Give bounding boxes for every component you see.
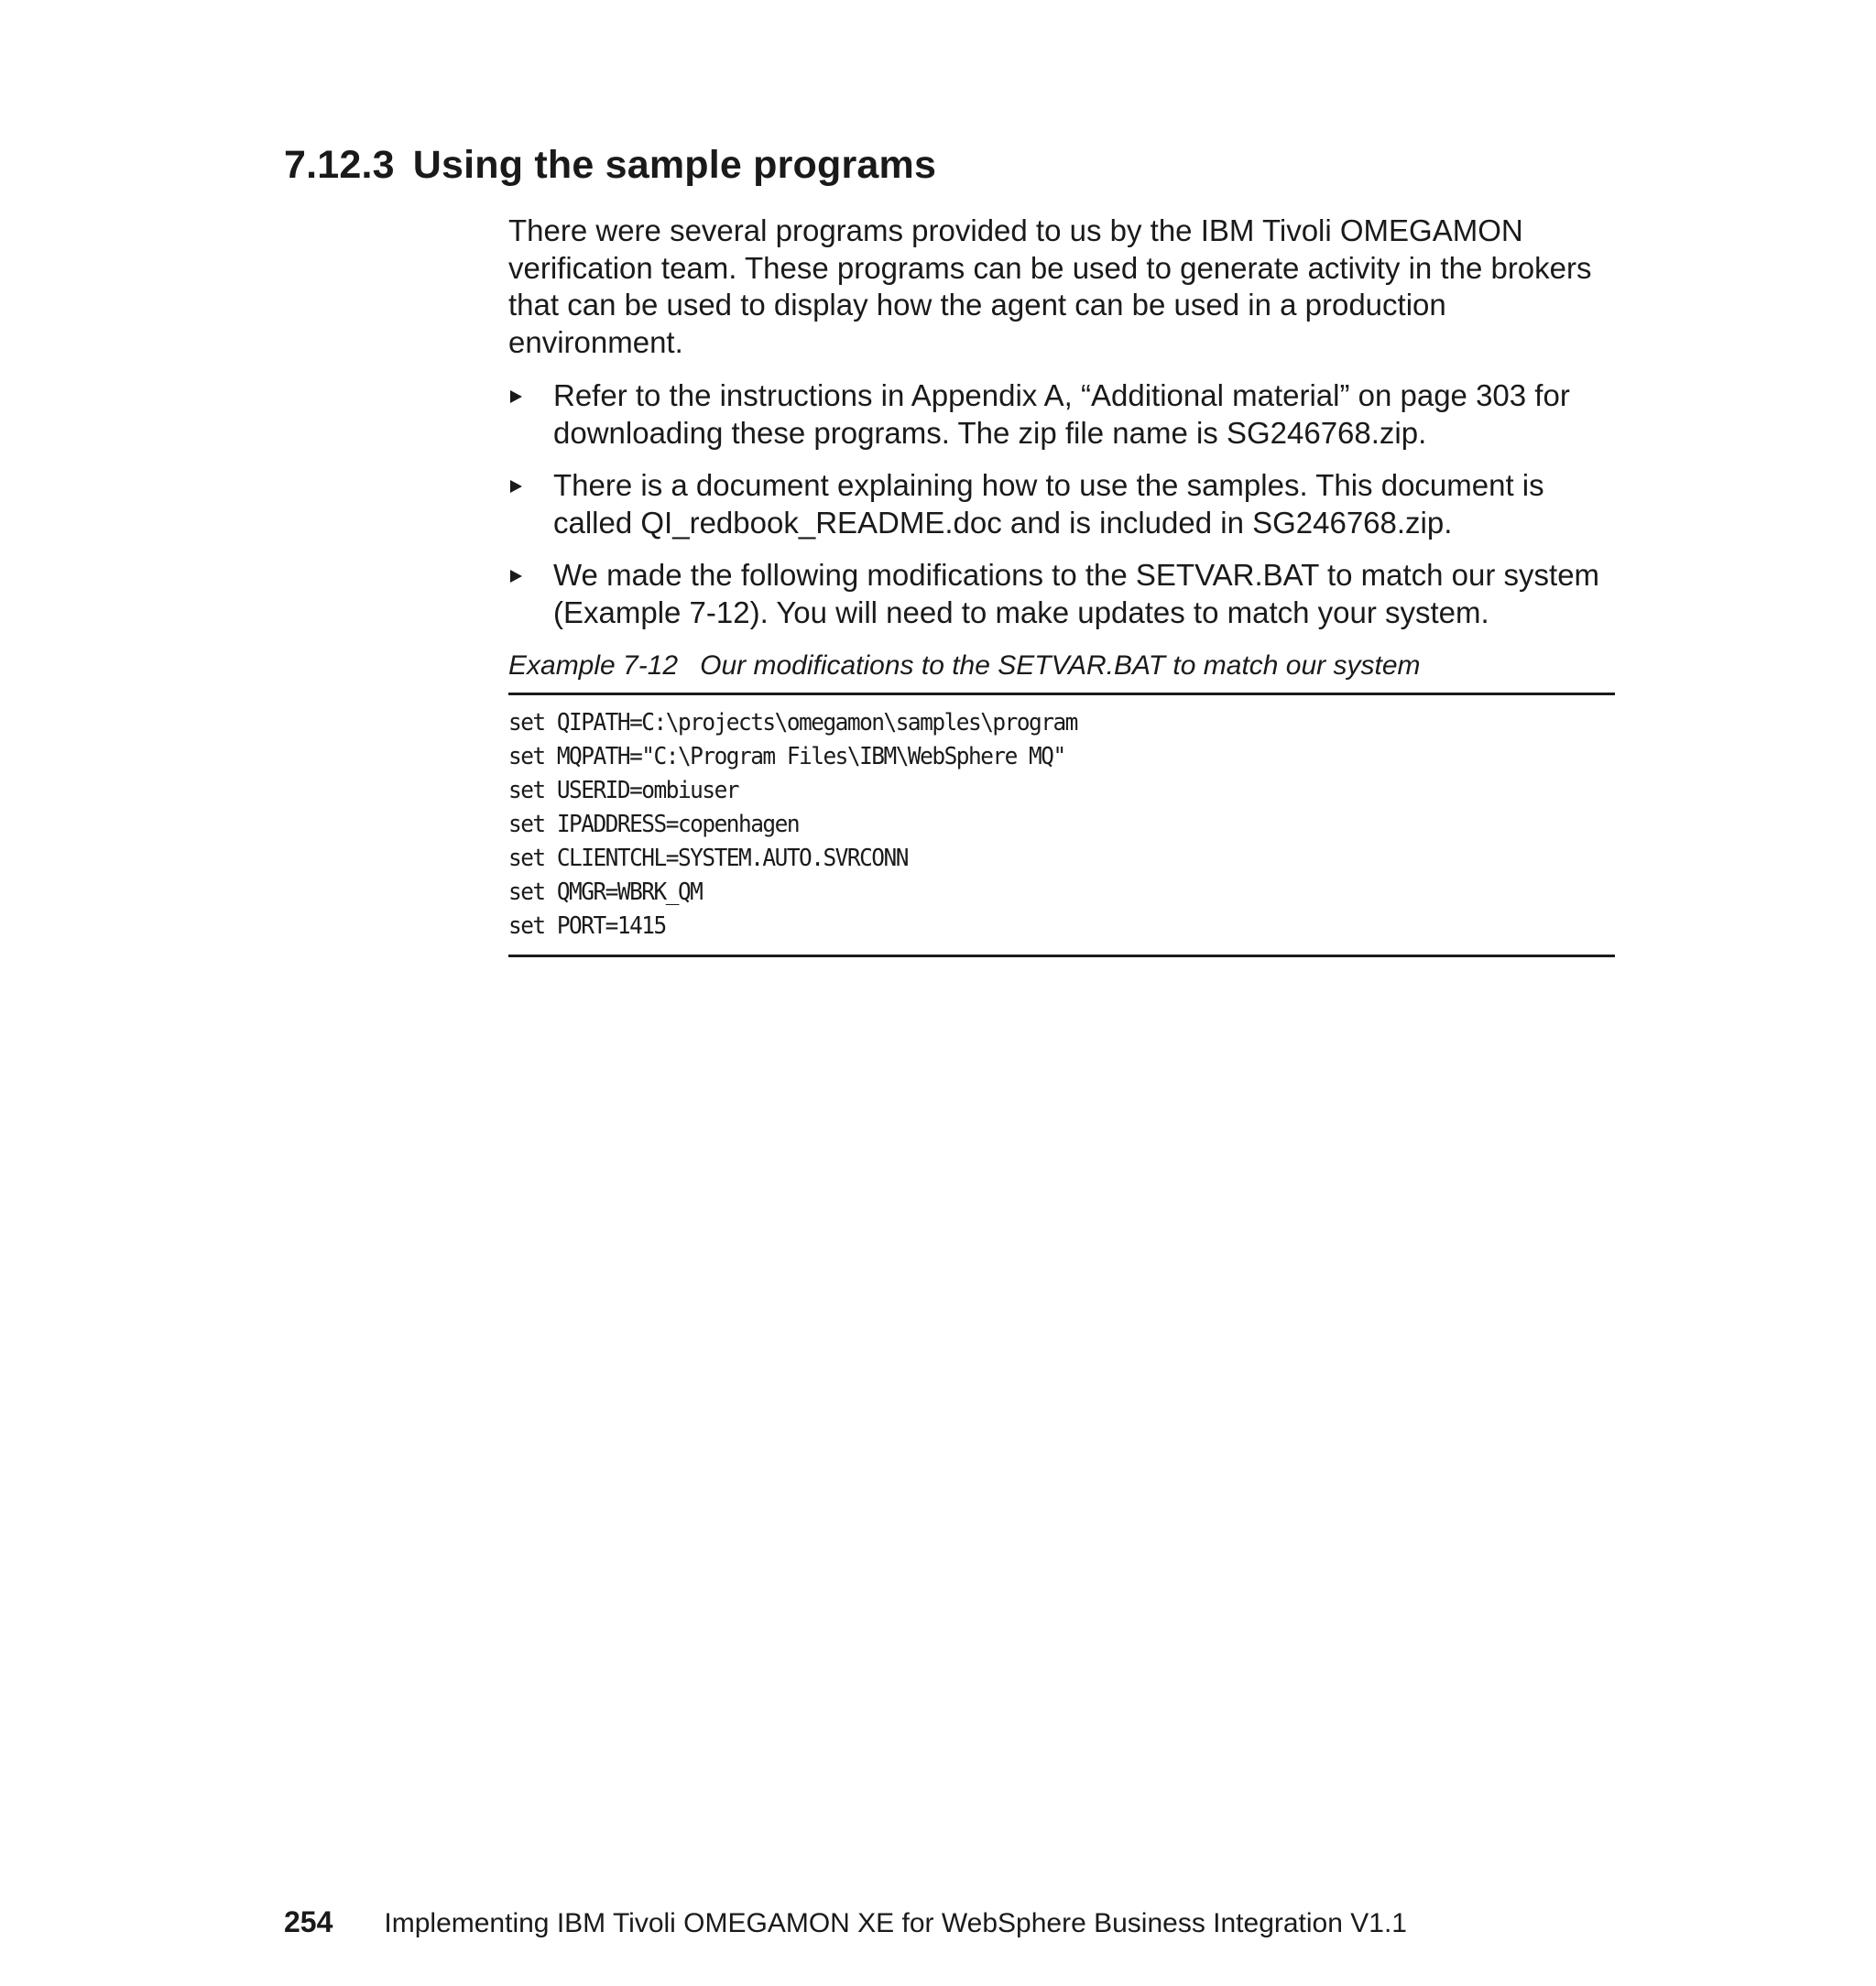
code-line: set USERID=ombiuser [508, 777, 738, 804]
section-heading [284, 143, 936, 188]
book-title: Implementing IBM Tivoli OMEGAMON XE for WebSphere Business Integration V1.1 [384, 1908, 1407, 1938]
code-line: set MQPATH="C:\Program Files\IBM\WebSphere MQ" [508, 743, 1065, 770]
bullet-item [508, 377, 1615, 452]
bullet-text: Refer to the instructions in Appendix A, “Additional material” on page 303 for downloading these programs. The zip file name is SG246768.zip. [553, 378, 1570, 450]
bullet-list [508, 377, 1615, 631]
bullet-arrow-icon [510, 390, 522, 403]
code-line: set QIPATH=C:\projects\omegamon\samples\program [508, 709, 1077, 737]
bullet-item [508, 467, 1615, 541]
intro-paragraph: There were several programs provided to us by the IBM Tivoli OMEGAMON verification team. These programs can be used to generate activity in the brokers that can be used to display how the agent can be used in a production environment. [508, 213, 1592, 359]
section-body [508, 213, 1615, 957]
bullet-arrow-icon [510, 480, 522, 493]
section-number: 7.12.3 [284, 143, 395, 187]
bullet-text: There is a document explaining how to use the samples. This document is called QI_redbook_README.doc and is included in SG246768.zip. [553, 468, 1544, 540]
code-line: set PORT=1415 [508, 912, 666, 940]
code-line: set CLIENTCHL=SYSTEM.AUTO.SVRCONN [508, 845, 908, 872]
bullet-arrow-icon [510, 570, 522, 583]
example-caption [508, 648, 1615, 684]
page-number: 254 [284, 1905, 333, 1938]
example-caption-text: Our modifications to the SETVAR.BAT to match our system [700, 650, 1421, 681]
code-example-box [508, 693, 1615, 957]
bullet-text: We made the following modifications to the SETVAR.BAT to match our system (Example 7-12). You will need to make updates to match your system. [553, 558, 1600, 629]
code-line: set QMGR=WBRK_QM [508, 878, 703, 906]
page-footer [284, 1904, 1407, 1942]
section-title: Using the sample programs [412, 143, 937, 187]
bullet-item [508, 557, 1615, 631]
code-line: set IPADDRESS=copenhagen [508, 811, 800, 838]
example-label: Example 7-12 [508, 650, 679, 681]
